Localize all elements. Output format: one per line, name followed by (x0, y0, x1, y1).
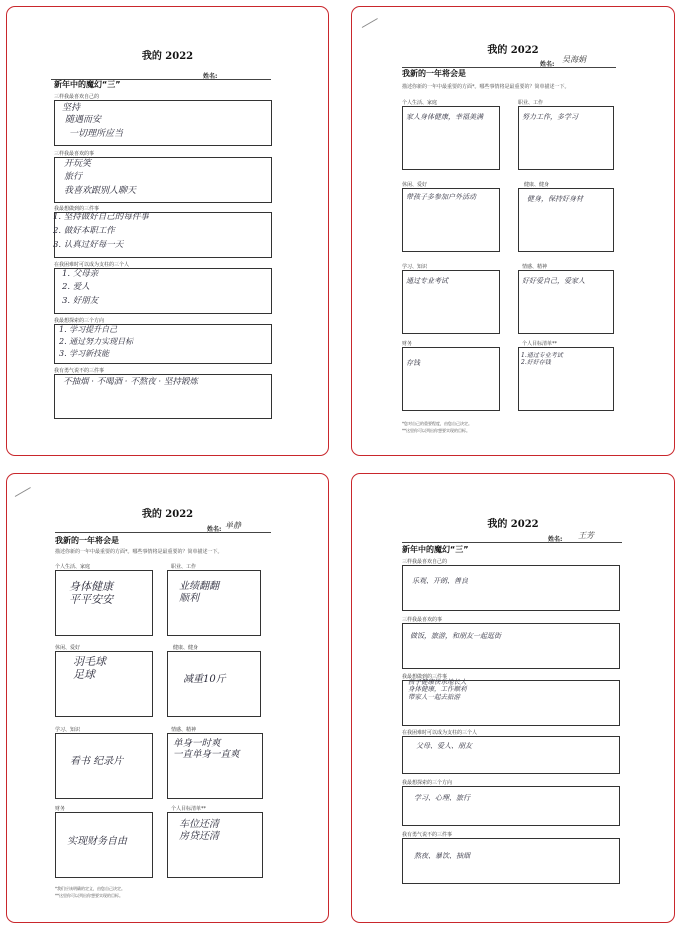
name-line (55, 532, 271, 533)
page-title: 我的 2022 (141, 509, 194, 520)
handwriting-text: 羽毛球 足球 (73, 655, 106, 681)
handwriting-line: 1. 父母亲 (62, 269, 99, 279)
handwriting-text: 通过专业考试 (406, 277, 448, 285)
box-label: 休闲、爱好 (402, 182, 428, 188)
footnote: *您对自己的重要程度，由您自己决定。 (402, 421, 472, 426)
page-heading: 我新的一年将会是 (402, 69, 466, 78)
handwriting-line: 2. 做好本职工作 (53, 226, 115, 236)
pencil-mark (15, 487, 31, 497)
handwriting-line: 1. 学习提升自己 (59, 325, 118, 334)
section-label: 在我困难时可以成为支柱的三个人 (402, 730, 478, 736)
handwriting-text: 带孩子多参加户外活动 (406, 193, 476, 201)
box-label: 个人目标清单** (171, 806, 207, 812)
box-label: 休闲、爱好 (55, 645, 81, 651)
name-line (402, 542, 622, 543)
footnote: **这里你可以列出你想要实现的目标。 (55, 893, 123, 898)
handwriting-line: 不抽烟 · 不喝酒 · 不熬夜 · 坚持锻炼 (63, 377, 198, 387)
section-label: 我最想探索的三个方向 (402, 780, 453, 786)
answer-box (402, 623, 620, 669)
handwriting-text: 孩子健康快乐地长大 身体健康，工作顺利 带家人一起去旅游 (408, 678, 467, 701)
footnote: **这里你可以列出你想要实现的目标。 (402, 428, 470, 433)
handwriting-text: 学习、心理、旅行 (414, 794, 470, 802)
handwriting-text: 单身一时爽 一直单身一直爽 (173, 738, 240, 760)
handwriting-text: 车位还清 房贷还清 (179, 819, 219, 842)
pencil-mark (362, 18, 378, 28)
page-subtitle: 描述你新的一年中最重要的方面*。哪些事情将是最重要的？简单描述一下。 (55, 549, 223, 555)
section-label: 三样我最喜欢的事 (54, 151, 95, 157)
handwriting-line: 2. 通过努力实现目标 (59, 337, 134, 346)
section-label: 三样我最喜欢自己的 (54, 94, 100, 100)
section-label: 在我困难时可以成为支柱的三个人 (54, 262, 130, 268)
handwriting-line: 2. 爱人 (62, 282, 90, 292)
page-title: 我的 2022 (141, 51, 194, 62)
handwriting-line: 3. 学习新技能 (59, 349, 110, 358)
box-label: 财务 (55, 806, 66, 812)
answer-box (402, 838, 620, 884)
page-heading: 我新的一年将会是 (55, 536, 119, 545)
name-handwriting: 吴海娟 (562, 55, 586, 64)
handwriting-text: 父母、爱人、朋友 (416, 742, 472, 750)
page-heading: 新年中的魔幻“三” (402, 545, 469, 554)
page-title: 我的 2022 (487, 519, 539, 530)
page-title: 我的 2022 (487, 45, 539, 56)
name-label: 姓名: (548, 536, 563, 543)
name-label: 姓名: (203, 73, 218, 80)
answer-box (402, 786, 620, 826)
handwriting-text: 做饭，旅游，和朋友一起逛街 (410, 632, 501, 640)
section-label: 我最想探索的三个方向 (54, 318, 105, 324)
handwriting-text: 乐观、开朗、善良 (412, 577, 468, 585)
handwriting-line: 3. 好朋友 (62, 296, 99, 306)
handwriting-line: 3. 认真过好每一天 (53, 240, 124, 250)
page-card-2 (351, 6, 675, 456)
box-label: 职业、工作 (518, 100, 544, 106)
box-label: 情感、精神 (522, 264, 548, 270)
box-label: 学习、知识 (55, 727, 81, 733)
name-label: 姓名: (540, 61, 555, 68)
handwriting-text: 好好爱自己，爱家人 (522, 277, 585, 285)
page-card-3 (6, 473, 329, 923)
answer-box (402, 565, 620, 611)
handwriting-line: 1. 坚持做好自己的每件事 (53, 212, 149, 222)
answer-box (402, 347, 500, 411)
handwriting-text: 家人身体健康，幸福美满 (406, 113, 483, 121)
box-label: 情感、精神 (171, 727, 197, 733)
page-heading: 新年中的魔幻“三” (54, 80, 121, 89)
name-handwriting: 单静 (225, 521, 241, 530)
box-label: 财务 (402, 341, 413, 347)
handwriting-text: 看书 纪录片 (70, 756, 124, 767)
section-label: 三样我最喜欢的事 (402, 617, 443, 623)
box-label: 个人生活、家庭 (402, 100, 438, 106)
handwriting-text: 身体健康 平平安安 (69, 580, 113, 606)
name-label: 姓名: (207, 526, 222, 533)
page-subtitle: 描述你新的一年中最重要的方面*。哪些事情将是最重要的？简单描述一下。 (402, 84, 570, 90)
handwriting-text: 存钱 (406, 359, 420, 367)
box-label: 健康、健身 (524, 182, 550, 188)
handwriting-text: 业绩翻翻 顺利 (179, 581, 219, 604)
handwriting-text: 减重10斤 (183, 674, 226, 685)
handwriting-text: 1.通过专业考试 2.好好存钱 (521, 352, 563, 366)
box-label: 学习、知识 (402, 264, 428, 270)
page-card-1 (6, 6, 329, 456)
section-label: 三样我最喜欢自己的 (402, 559, 448, 565)
section-label: 我有勇气说不的三件事 (402, 832, 453, 838)
box-label: 健康、健身 (173, 645, 199, 651)
section-label: 我最想做到的三件事 (54, 206, 100, 212)
handwriting-line: 开玩笑 (64, 159, 92, 169)
box-label: 个人生活、家庭 (55, 564, 91, 570)
handwriting-text: 努力工作，多学习 (522, 113, 578, 121)
handwriting-line: 随遇而安 (65, 115, 102, 125)
handwriting-text: 健身，保持好身材 (527, 195, 583, 203)
section-label: 我有勇气说不的三件事 (54, 368, 105, 374)
box-label: 个人目标清单** (522, 341, 558, 347)
handwriting-line: 一切理所应当 (69, 129, 124, 139)
handwriting-line: 坚持 (62, 103, 81, 113)
name-handwriting: 王芳 (578, 531, 594, 540)
handwriting-line: 我喜欢跟别人聊天 (64, 186, 137, 196)
handwriting-text: 熬夜、暴饮、抽烟 (414, 852, 470, 860)
section-label: 我最想做到的三件事 (402, 674, 448, 680)
handwriting-text: 实现财务自由 (67, 836, 127, 847)
box-label: 职业、工作 (171, 564, 197, 570)
handwriting-line: 旅行 (64, 172, 83, 182)
page-card-4 (351, 473, 675, 923)
footnote: *我们应该明确的定义，由您自己决定。 (55, 886, 125, 891)
